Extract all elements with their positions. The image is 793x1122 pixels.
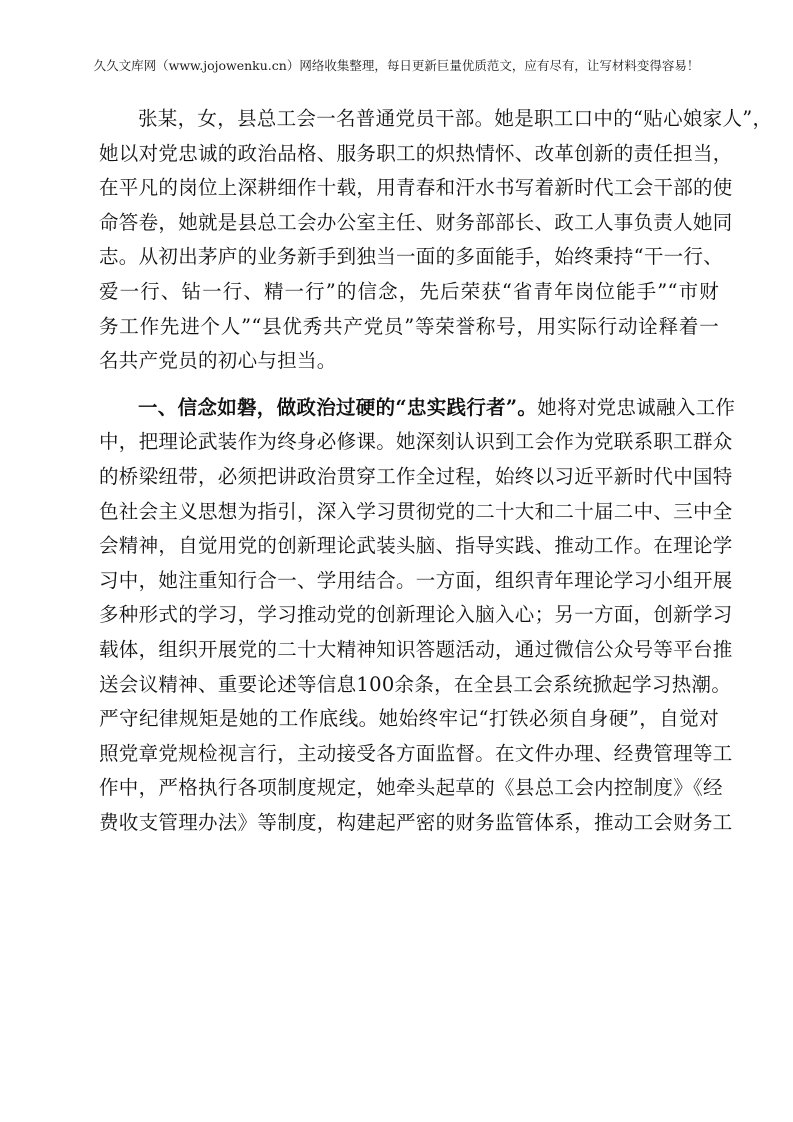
text-line: 张某，女，县总工会一名普通党员干部。她是职工口中的“贴心娘家人”， xyxy=(138,107,773,130)
header-note: 久久文库网（www.jojowenku.cn）网络收集整理，每日更新巨量优质范文，应有尽有，让写材料变得容易！ xyxy=(93,58,700,73)
text-line: 送会议精神、重要论述等信息100余条，在全县工会系统掀起学习热潮。 xyxy=(99,672,732,696)
heading-line-rest: 她将对党忠诚融入工作 xyxy=(537,395,736,419)
document-body xyxy=(99,102,773,840)
text-line: 爱一行、钻一行、精一行”的信念，先后荣获“省青年岗位能手”“市财 xyxy=(99,279,719,303)
text-line: 会精神，自觉用党的创新理论武装头脑、指导实践、推动工作。在理论学 xyxy=(99,534,733,558)
text-line: 在平凡的岗位上深耕细作十载，用青春和汗水书写着新时代工会干部的使 xyxy=(99,176,733,200)
text-line: 严守纪律规矩是她的工作底线。她始终牢记“打铁必须自身硬”，自觉对 xyxy=(99,707,719,731)
text-line: 的桥梁纽带，必须把讲政治贯穿工作全过程，始终以习近平新时代中国特 xyxy=(99,464,733,488)
text-line xyxy=(99,391,736,426)
text-line: 志。从初出茅庐的业务新手到独当一面的多面能手，始终秉持“干一行、 xyxy=(99,245,724,269)
text-line: 载体，组织开展党的二十大精神知识答题活动，通过微信公众号等平台推 xyxy=(99,637,733,661)
text-line: 费收支管理办法》等制度，构建起严密的财务监管体系，推动工会财务工 xyxy=(99,810,733,834)
paragraph-intro xyxy=(99,102,773,379)
text-line: 照党章党规检视言行，主动接受各方面监督。在文件办理、经费管理等工 xyxy=(99,741,733,765)
paragraph-section-one xyxy=(99,391,736,841)
text-line: 多种形式的学习，学习推动党的创新理论入脑入心；另一方面，创新学习 xyxy=(99,603,733,627)
text-line: 名共产党员的初心与担当。 xyxy=(99,349,337,373)
text-line: 作中，严格执行各项制度规定，她牵头起草的《县总工会内控制度》《经 xyxy=(99,776,723,800)
text-line: 务工作先进个人”“县优秀共产党员”等荣誉称号，用实际行动诠释着一 xyxy=(99,314,719,338)
text-line: 中，把理论武装作为终身必修课。她深刻认识到工会作为党联系职工群众 xyxy=(99,430,733,454)
section-heading: 一、信念如磐，做政治过硬的“忠实践行者”。 xyxy=(138,395,538,419)
text-line: 命答卷，她就是县总工会办公室主任、财务部部长、政工人事负责人她同 xyxy=(99,210,733,234)
text-line: 习中，她注重知行合一、学用结合。一方面，组织青年理论学习小组开展 xyxy=(99,568,733,592)
text-line: 色社会主义思想为指引，深入学习贯彻党的二十大和二十届二中、三中全 xyxy=(99,499,733,523)
text-line: 她以对党忠诚的政治品格、服务职工的炽热情怀、改革创新的责任担当， xyxy=(99,141,733,165)
